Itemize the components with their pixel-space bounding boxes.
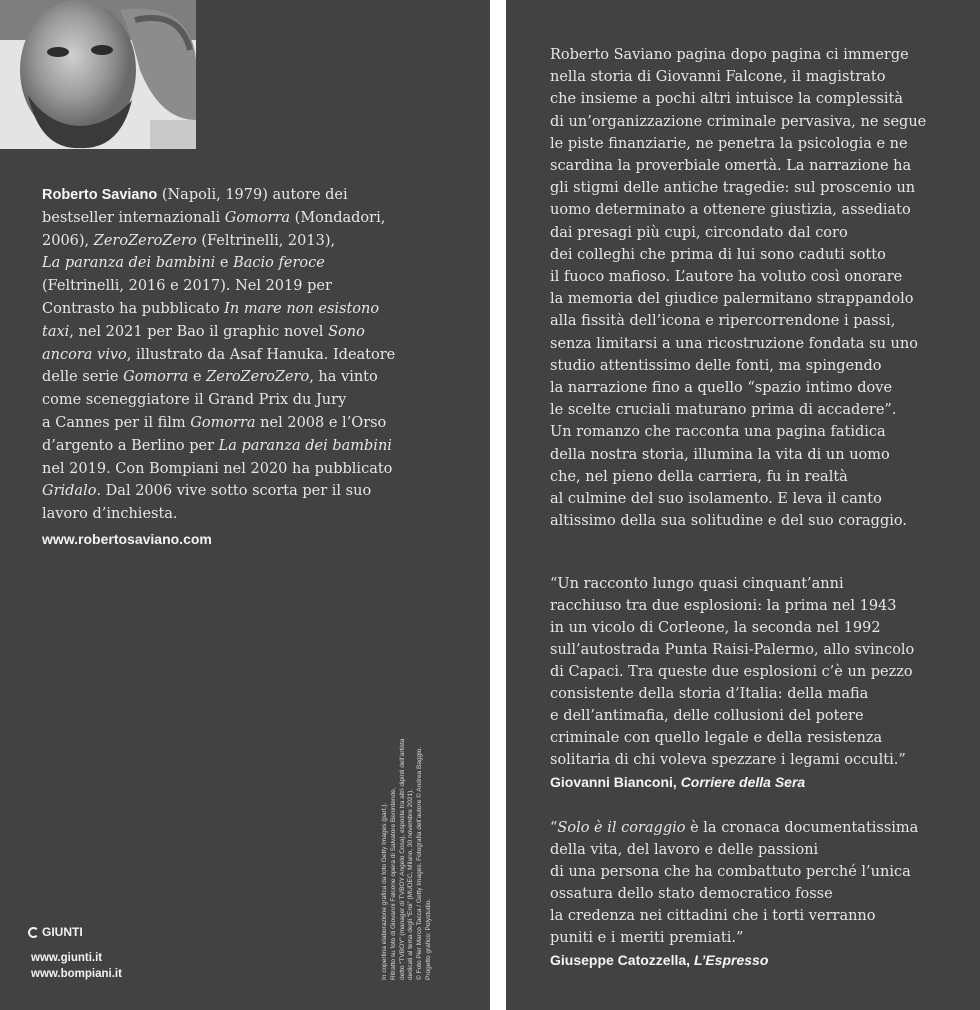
text-segment: (Napoli, 1979) autore dei bbox=[157, 187, 348, 203]
bio-line bbox=[42, 412, 462, 435]
text-segment: Gridalo bbox=[42, 483, 97, 500]
text-segment: nel 2019. Con Bompiani nel 2020 ha pubblicato bbox=[42, 460, 393, 477]
synopsis-line: che, nel pieno della carriera, fu in realtà bbox=[550, 468, 848, 485]
publisher-logo-text: GIUNTI bbox=[42, 925, 83, 939]
text-segment: la credenza nei cittadini che i torti verranno bbox=[550, 908, 876, 924]
text-segment: nel 2008 e l’Orso bbox=[255, 414, 387, 431]
book-synopsis bbox=[550, 44, 970, 532]
text-segment: Bacio feroce bbox=[233, 255, 325, 272]
bio-line bbox=[42, 298, 462, 321]
bio-line bbox=[42, 480, 462, 503]
review-source: Corriere della Sera bbox=[680, 774, 806, 790]
text-segment: della vita, del lavoro e delle passioni bbox=[550, 842, 819, 858]
synopsis-line: alla fissità dell’icona e ripercorrendone i passi, bbox=[550, 313, 896, 330]
synopsis-line: che insieme a pochi altri intuisce la complessità bbox=[550, 91, 903, 108]
quote-line bbox=[550, 817, 970, 839]
synopsis-line: altissimo della sua solitudine e del suo coraggio. bbox=[550, 513, 907, 530]
bio-line bbox=[42, 207, 462, 230]
bio-line bbox=[42, 321, 462, 344]
giunti-logo-icon bbox=[28, 927, 39, 938]
text-segment: Gomorra bbox=[224, 209, 291, 226]
credit-line: © Foto Pier Marco Tacca / Getty Images. Fotografia dell’autore © Andrea Baggio. bbox=[416, 746, 424, 980]
quote-line bbox=[550, 883, 970, 905]
synopsis-line: uomo determinato a ottenere giustizia, assediato bbox=[550, 202, 911, 219]
synopsis-line: di un’organizzazione criminale pervasiva, ne segue bbox=[550, 113, 927, 130]
text-segment: (Feltrinelli, 2016 e 2017). Nel 2019 per bbox=[42, 278, 332, 295]
text-segment: è la cronaca documentatissima bbox=[685, 820, 919, 836]
synopsis-line: senza limitarsi a una ricostruzione fondata su uno bbox=[550, 335, 918, 352]
credit-line: detto “TVBOY” (manager di TVBOY Angelo Cosa), esposta tra altri dipinti dell’artista bbox=[398, 738, 406, 980]
text-segment: delle serie bbox=[42, 369, 124, 386]
publisher-site-link[interactable]: www.bompiani.it bbox=[31, 968, 122, 980]
credit-line: dedicati al tema degli “Eroi” (MUDEC, Milano, 30 novembre 2021). bbox=[407, 788, 415, 980]
synopsis-line: della nostra storia, illumina la vita di un uomo bbox=[550, 446, 890, 463]
bio-line bbox=[42, 252, 462, 275]
image-credits bbox=[381, 650, 434, 980]
author-bio bbox=[42, 184, 462, 526]
text-segment: (Mondadori, bbox=[290, 209, 386, 226]
text-segment: Solo è il coraggio bbox=[557, 820, 686, 836]
publisher-logo bbox=[28, 925, 83, 939]
text-segment: e bbox=[188, 369, 207, 386]
text-segment: e bbox=[215, 255, 234, 272]
bio-line bbox=[42, 435, 462, 458]
text-segment: Roberto Saviano bbox=[42, 187, 158, 203]
quote-line: sull’autostrada Punta Raisi-Palermo, allo svincolo bbox=[550, 642, 915, 658]
bio-line bbox=[42, 389, 462, 412]
text-segment: a Cannes per il film bbox=[42, 414, 191, 431]
text-segment: bestseller internazionali bbox=[42, 209, 225, 226]
quote-line bbox=[550, 905, 970, 927]
review-attribution bbox=[550, 771, 970, 793]
text-segment: , nel 2021 per Bao il graphic novel bbox=[69, 323, 329, 340]
synopsis-line: dei colleghi che prima di lui sono caduti sotto bbox=[550, 246, 886, 263]
text-segment: , illustrato da Asaf Hanuka. Ideatore bbox=[126, 346, 396, 363]
synopsis-line: la memoria del giudice palermitano strappandolo bbox=[550, 291, 914, 308]
synopsis-line: le scelte cruciali maturano prima di accadere”. bbox=[550, 402, 897, 419]
synopsis-line: il fuoco mafioso. L’autore ha voluto così onorare bbox=[550, 269, 903, 286]
quote-line: consistente della storia d’Italia: della mafia bbox=[550, 686, 869, 702]
text-segment: ZeroZeroZero bbox=[206, 369, 310, 386]
synopsis-line: studio attentissimo delle fonti, ma spingendo bbox=[550, 357, 882, 374]
credit-line: Progetto grafico: Polystudio. bbox=[424, 898, 432, 980]
text-segment: (Feltrinelli, 2013), bbox=[196, 232, 336, 249]
quote-line: criminale con quello legale e della resistenza bbox=[550, 730, 883, 746]
text-segment: , ha vinto bbox=[309, 369, 378, 386]
text-segment: lavoro d’inchiesta. bbox=[42, 506, 178, 523]
bio-line bbox=[42, 184, 462, 207]
review-author: Giuseppe Catozzella, bbox=[550, 952, 691, 968]
credit-line: Ritratto su foto di Giovanni Falcone opera di Salvatore Benintende, bbox=[389, 787, 397, 980]
text-segment: “ bbox=[550, 820, 558, 836]
review-quote bbox=[550, 817, 970, 971]
author-photo bbox=[0, 0, 196, 149]
text-segment: come sceneggiatore il Grand Prix du Jury bbox=[42, 392, 347, 409]
text-segment: ossatura dello stato democratico fosse bbox=[550, 886, 833, 902]
synopsis-line: la narrazione fino a quello “spazio intimo dove bbox=[550, 380, 893, 397]
synopsis-line: scardina la proverbiale omertà. La narrazione ha bbox=[550, 158, 912, 175]
review-source: L’Espresso bbox=[693, 952, 769, 968]
quote-line: di Capaci. Tra queste due esplosioni c’è un pezzo bbox=[550, 664, 913, 680]
text-segment: Gomorra bbox=[190, 414, 256, 431]
text-segment: Contrasto ha pubblicato bbox=[42, 300, 225, 317]
review-quote bbox=[550, 573, 970, 793]
text-segment: di una persona che ha combattuto perché l’unica bbox=[550, 864, 911, 880]
text-segment: 2006), bbox=[42, 232, 94, 249]
synopsis-line: le piste finanziarie, ne penetra la psicologia e ne bbox=[550, 135, 908, 152]
review-quote-text bbox=[550, 817, 970, 949]
synopsis-line: nella storia di Giovanni Falcone, il magistrato bbox=[550, 69, 886, 86]
bio-line bbox=[42, 458, 462, 481]
back-cover-right-panel bbox=[506, 0, 980, 1010]
bio-line bbox=[42, 503, 462, 526]
quote-line: racchiuso tra due esplosioni: la prima nel 1943 bbox=[550, 598, 897, 614]
bio-line bbox=[42, 230, 462, 253]
synopsis-line: dai presagi più cupi, circondato dal coro bbox=[550, 224, 848, 241]
bio-line bbox=[42, 275, 462, 298]
text-segment: Sono bbox=[328, 323, 365, 340]
author-website-link[interactable]: www.robertosaviano.com bbox=[42, 531, 212, 547]
review-attribution bbox=[550, 949, 970, 971]
text-segment: ZeroZeroZero bbox=[93, 232, 197, 249]
bio-line bbox=[42, 344, 462, 367]
text-segment: puniti e i meriti premiati.” bbox=[550, 930, 744, 946]
quote-line: solitaria di chi voleva spezzare i legami occulti.” bbox=[550, 752, 906, 768]
review-quote-text bbox=[550, 573, 970, 771]
text-segment: taxi bbox=[42, 323, 70, 340]
text-segment: La paranza dei bambini bbox=[218, 437, 392, 454]
text-segment: ancora vivo bbox=[42, 346, 127, 363]
quote-line bbox=[550, 861, 970, 883]
text-segment: La paranza dei bambini bbox=[42, 255, 216, 272]
publisher-site-link[interactable]: www.giunti.it bbox=[31, 952, 103, 964]
quote-line: “Un racconto lungo quasi cinquant’anni bbox=[550, 576, 844, 592]
text-segment: . Dal 2006 vive sotto scorta per il suo bbox=[96, 483, 372, 500]
text-segment: Gomorra bbox=[123, 369, 189, 386]
synopsis-line: al culmine del suo isolamento. E leva il canto bbox=[550, 491, 882, 508]
quote-line bbox=[550, 839, 970, 861]
text-segment: In mare non esistono bbox=[224, 300, 380, 317]
review-author: Giovanni Bianconi, bbox=[550, 774, 677, 790]
credit-line: In copertina elaborazione grafica da foto Getty Images (part.). bbox=[381, 802, 388, 980]
quote-line: e dell’antimafia, delle collusioni del potere bbox=[550, 708, 864, 724]
publisher-websites bbox=[31, 950, 122, 982]
bio-line bbox=[42, 366, 462, 389]
quote-line: in un vicolo di Corleone, la seconda nel 1992 bbox=[550, 620, 881, 636]
quote-line bbox=[550, 927, 970, 949]
synopsis-line: Un romanzo che racconta una pagina fatidica bbox=[550, 424, 886, 441]
synopsis-line: Roberto Saviano pagina dopo pagina ci immerge bbox=[550, 47, 909, 63]
text-segment: d’argento a Berlino per bbox=[42, 437, 219, 454]
synopsis-line: gli stigmi delle antiche tragedie: sul proscenio un bbox=[550, 180, 916, 197]
author-portrait-image bbox=[0, 0, 196, 149]
